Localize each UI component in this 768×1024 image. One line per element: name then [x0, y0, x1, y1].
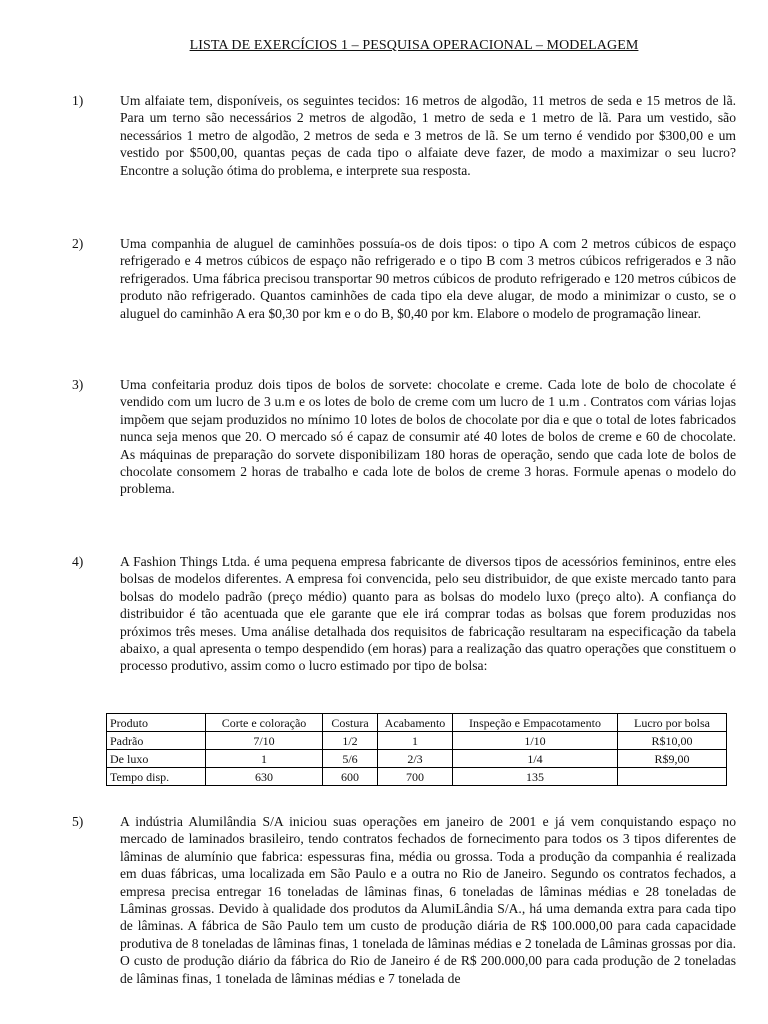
table-cell: 1: [378, 732, 453, 750]
table-cell: 1/10: [453, 732, 618, 750]
question-1: [72, 92, 736, 179]
question-number: 4): [72, 554, 84, 569]
table-cell: 1/2: [323, 732, 378, 750]
question-text: Uma companhia de aluguel de caminhões possuía-os de dois tipos: o tipo A com 2 metros cúbicos de espaço refrigerado e 4 metros cúbicos de espaço não refrigerado e o tipo B com 3 metros cúbicos refrigerados e 3 não refrigerados. Uma fábrica precisou transportar 90 metros cúbicos de produto refrigerado e 120 metros cúbicos de produto não refrigerado. Quantos caminhões de cada tipo ela deve alugar, de modo a minimizar o custo, se o aluguel do caminhão A era $0,30 por km e o do B, $0,40 por km. Elabore o modelo de programação linear.: [120, 236, 736, 321]
question-number: 5): [72, 814, 84, 829]
table-header-cell: Corte e coloração: [206, 714, 323, 732]
question-number: 2): [72, 236, 84, 251]
table-cell: Padrão: [107, 732, 206, 750]
table-cell: 5/6: [323, 750, 378, 768]
table-cell: 135: [453, 768, 618, 786]
production-table: [106, 713, 727, 786]
question-4: [72, 553, 736, 675]
table-cell: R$9,00: [618, 750, 727, 768]
table-header-cell: Produto: [107, 714, 206, 732]
question-number: 1): [72, 93, 84, 108]
table-cell: 7/10: [206, 732, 323, 750]
table-cell: [618, 768, 727, 786]
table-cell: R$10,00: [618, 732, 727, 750]
table-header-row: [107, 714, 727, 732]
table-cell: 630: [206, 768, 323, 786]
question-text: Um alfaiate tem, disponíveis, os seguintes tecidos: 16 metros de algodão, 11 metros de seda e 15 metros de lã. Para um terno são necessários 2 metros de algodão, 1 metro de seda e 1 metro de lã. Para um vestido, são necessários 1 metro de algodão, 2 metros de seda e 3 metros de lã. Se um terno é vendido por $300,00 e um vestido por $500,00, quantas peças de cada tipo o alfaiate deve fazer, de modo a maximizar o seu lucro? Encontre a solução ótima do problema, e interprete sua resposta.: [120, 93, 736, 178]
table-cell: Tempo disp.: [107, 768, 206, 786]
question-3: [72, 376, 736, 498]
page-title: LISTA DE EXERCÍCIOS 1 – PESQUISA OPERACIONAL – MODELAGEM: [189, 38, 639, 53]
table-header-cell: Acabamento: [378, 714, 453, 732]
table-header-cell: Costura: [323, 714, 378, 732]
table-cell: 600: [323, 768, 378, 786]
question-text: Uma confeitaria produz dois tipos de bolos de sorvete: chocolate e creme. Cada lote de bolo de chocolate é vendido com um lucro de 3 u.m e os lotes de bolo de creme com um lucro de 1 u.m . Contratos com várias lojas impõem que sejam produzidos no mínimo 10 lotes de bolos de chocolate por dia e que o total de lotes fabricados nunca seja menos que 20. O mercado só é capaz de consumir até 40 lotes de bolos de creme e 60 de chocolate. As máquinas de preparação do sorvete disponibilizam 180 horas de operação, sendo que cada lote de bolos de chocolate consomem 2 horas de trabalho e cada lote de bolos de creme 3 horas. Formule apenas o modelo do problema.: [120, 377, 736, 497]
table-row: [107, 750, 727, 768]
question-number: 3): [72, 377, 84, 392]
table-cell: 1/4: [453, 750, 618, 768]
question-text: A indústria Alumilândia S/A iniciou suas operações em janeiro de 2001 e já vem conquistando espaço no mercado de laminados brasileiro, tendo contratos fechados de fornecimento para todos os 3 tipos diferentes de lâminas de alumínio que fabrica: espessuras fina, média ou grossa. Toda a produção da companhia é realizada em duas fábricas, uma localizada em São Paulo e a outra no Rio de Janeiro. Segundo os contratos fechados, a empresa precisa entregar 16 toneladas de lâminas finas, 6 toneladas de lâminas médias e 28 toneladas de Lâminas grossas. Devido à qualidade dos produtos da AlumiLândia S/A., há uma demanda extra para cada tipo de lâminas. A fábrica de São Paulo tem um custo de produção diária de R$ 100.000,00 para cada capacidade produtiva de 8 toneladas de lâminas finas, 1 tonelada de lâminas médias e 2 tonelada de Lâminas grossas por dia. O custo de produção diário da fábrica do Rio de Janeiro é de R$ 200.000,00 para cada produção de 2 toneladas de lâminas finas, 1 tonelada de lâminas médias e 7 tonelada de: [120, 814, 736, 986]
question-2: [72, 235, 736, 322]
question-text: A Fashion Things Ltda. é uma pequena empresa fabricante de diversos tipos de acessórios femininos, entre eles bolsas de modelos diferentes. A empresa foi convencida, pelo seu distribuidor, de que existe mercado tanto para bolsas do modelo padrão (preço médio) quanto para as bolsas do modelo luxo (preço alto). A confiança do distribuidor é tão acentuada que ele garante que ele irá comprar todas as bolsas que forem produzidas nos próximos três meses. Uma análise detalhada dos requisitos de fabricação resultaram na especificação da tabela abaixo, a qual apresenta o tempo despendido (em horas) para a realização das quatro operações que constituem o processo produtivo, assim como o lucro estimado por tipo de bolsa:: [120, 554, 736, 674]
table-cell: De luxo: [107, 750, 206, 768]
table-header-cell: Lucro por bolsa: [618, 714, 727, 732]
table-row: [107, 732, 727, 750]
table-cell: 2/3: [378, 750, 453, 768]
table-cell: 700: [378, 768, 453, 786]
question-5: [72, 813, 736, 987]
table-header-cell: Inspeção e Empacotamento: [453, 714, 618, 732]
table-row: [107, 768, 727, 786]
table-cell: 1: [206, 750, 323, 768]
